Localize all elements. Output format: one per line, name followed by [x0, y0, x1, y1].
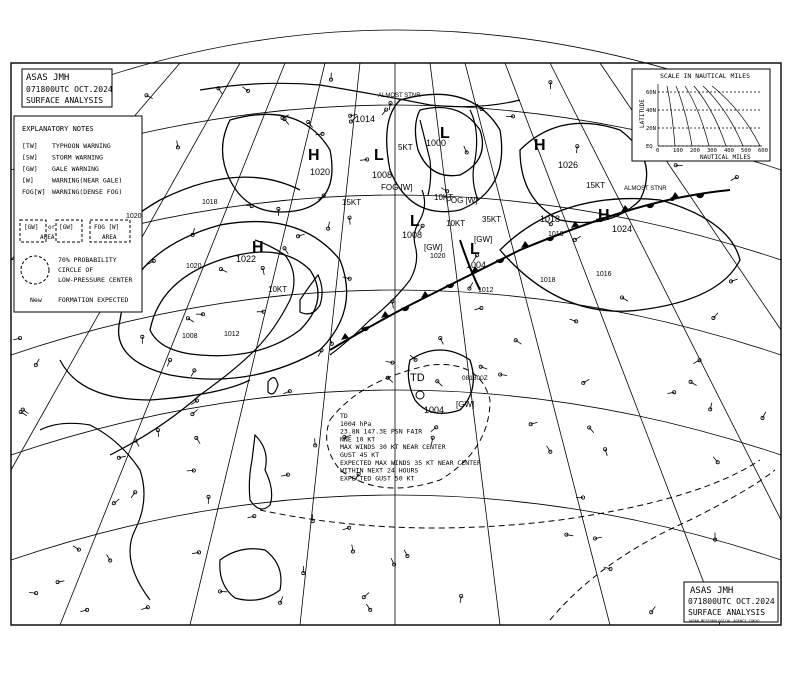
low-1008-speed: 15KT [342, 198, 362, 207]
isobar-label: 1016 [548, 231, 564, 238]
isobar-label: 1018 [540, 277, 556, 284]
legend-code: FOG[W] [22, 188, 46, 196]
legend-new-text: FORMATION EXPECTED [58, 296, 129, 304]
header-line2: 071800UTC OCT.2024 [26, 85, 113, 94]
legend-text: WARNING(NEAR GALE) [52, 176, 123, 185]
td-info-line: 23.8N 147.3E PSN FAIR [340, 427, 423, 436]
td-info-line: 1004 hPa [340, 419, 372, 428]
scale-box [632, 69, 770, 161]
isobar-label: 1018 [202, 199, 218, 206]
td-info-line: NNE 10 KT [340, 435, 376, 444]
legend-text: GALE WARNING [52, 165, 99, 173]
isobar-label: 1012 [478, 287, 494, 294]
isobar-label: 1016 [596, 271, 612, 278]
isobar-label: 1008 [182, 333, 198, 340]
low-1014-speed: 5KT [398, 143, 413, 152]
scale-lat-tick: 40N [646, 108, 656, 114]
footer-line3: SURFACE ANALYSIS [688, 608, 766, 617]
scale-x-tick: 200 [690, 148, 700, 154]
low-1008b-warning: [GW] [424, 243, 443, 252]
high-1026-speed: 15KT [586, 181, 606, 190]
legend-area-label: AREA [40, 234, 55, 241]
legend-code: [TW] [22, 142, 38, 150]
td-warning: [GW] [456, 400, 475, 409]
scale-x-tick: 0 [656, 148, 660, 154]
high-symbol-1026: H [534, 137, 546, 154]
legend-code: [GW] [22, 165, 38, 173]
low-symbol-3: L [470, 241, 480, 258]
isobar-label: 1020 [430, 253, 446, 260]
td-info-line: GUST 45 KT [340, 451, 380, 459]
fog-label-2: FOG [W] [446, 196, 478, 205]
explanatory-notes [14, 116, 142, 312]
low-1004-pressure: 1004 [466, 260, 487, 270]
legend-area-gw2: [GW] [59, 224, 74, 231]
legend-new: New [30, 296, 42, 304]
td-info-line: EXPECTED MAX WINDS 35 KT NEAR CENTER [340, 458, 481, 467]
high-symbol-east: H [598, 207, 610, 224]
td-time: 081800Z [462, 375, 488, 382]
legend-area-label2: AREA [102, 234, 117, 241]
scale-x-label: NAUTICAL MILES [700, 154, 751, 161]
low-1000-pressure: 1000 [426, 138, 447, 148]
high-symbol-north: H [308, 147, 320, 164]
low-1004-speed: 35KT [482, 215, 502, 224]
legend-code: [W] [22, 176, 34, 185]
high-1024-pressure: 1024 [612, 224, 633, 234]
high-1020-pressure: 1020 [310, 167, 331, 177]
low-1004-warning: [GW] [474, 235, 493, 244]
high-1022-speed: 10KT [268, 285, 288, 294]
high-symbol-west: H [252, 239, 264, 256]
scale-lat-tick: 60N [646, 90, 656, 96]
td-pressure: 1004 [424, 405, 445, 415]
high-1022-pressure: 1022 [236, 254, 257, 264]
header-line1: ASAS JMH [26, 73, 70, 83]
almost-stnr-1: ALMOST STNR [378, 93, 421, 99]
scale-title: SCALE IN NAUTICAL MILES [660, 72, 751, 80]
scale-x-tick: 100 [673, 148, 683, 154]
td-info-line: EXPECTED GUST 50 KT [340, 474, 415, 483]
legend-prob-2: CIRCLE OF [58, 266, 94, 274]
fog-label-1: FOG [W] [381, 183, 413, 192]
high-1026-pressure: 1026 [558, 160, 579, 170]
scale-lat-tick: EQ [646, 144, 653, 150]
td-info-line: WITHIN NEXT 24 HOURS [340, 466, 419, 475]
legend-text: WARNING(DENSE FOG) [52, 188, 123, 196]
footer-line2: 071800UTC OCT.2024 [688, 597, 775, 606]
legend-prob-3: LOW-PRESSURE CENTER [58, 276, 133, 284]
low-symbol-4: L [410, 213, 420, 230]
low-1008b-pressure: 1008 [402, 230, 423, 240]
low-symbol-2: L [440, 125, 450, 142]
scale-x-tick: 600 [758, 148, 768, 154]
legend-code: [SW] [22, 153, 38, 162]
footer-block [684, 582, 778, 623]
low-1000-speed: 10KT [434, 193, 454, 202]
td-info-line: MAX WINDS 30 KT NEAR CENTER [340, 443, 446, 452]
header-line3: SURFACE ANALYSIS [26, 96, 104, 105]
low-1014-pressure: 1014 [355, 114, 376, 124]
low-1008-pressure: 1008 [372, 170, 393, 180]
low-symbol-1: L [374, 147, 384, 164]
isobar-label: 1020 [126, 213, 142, 220]
low-1008b-speed: 10KT [446, 219, 466, 228]
legend-area-gw: [GW] [24, 224, 39, 231]
isobar-label: 1012 [224, 331, 240, 338]
scale-lat-label: LATITUDE [639, 99, 646, 128]
legend-title: EXPLANATORY NOTES [22, 125, 94, 133]
scale-lat-tick: 20N [646, 126, 656, 132]
footer-line1: ASAS JMH [690, 586, 734, 596]
legend-text: TYPHOON WARNING [52, 142, 111, 150]
legend-prob-1: 70% PROBABILITY [58, 256, 117, 264]
header-block [22, 69, 113, 107]
legend-text: STORM WARNING [52, 153, 103, 162]
legend-area-or: or [48, 224, 56, 231]
td-info-line: TD [340, 412, 348, 420]
scale-x-tick: 400 [724, 148, 734, 154]
scale-x-tick: 500 [741, 148, 751, 154]
almost-stnr-2: ALMOST STNR [624, 186, 667, 192]
footer-agency: JAPAN METEOROLOGICAL AGENCY TOKYO [688, 619, 760, 623]
legend-area-fog: FOG [W] [94, 224, 120, 231]
high-1018-pressure: 1018 [540, 214, 561, 224]
td-label: TD [410, 372, 425, 384]
isobar-label: 1020 [186, 263, 202, 270]
scale-x-tick: 300 [707, 148, 717, 154]
